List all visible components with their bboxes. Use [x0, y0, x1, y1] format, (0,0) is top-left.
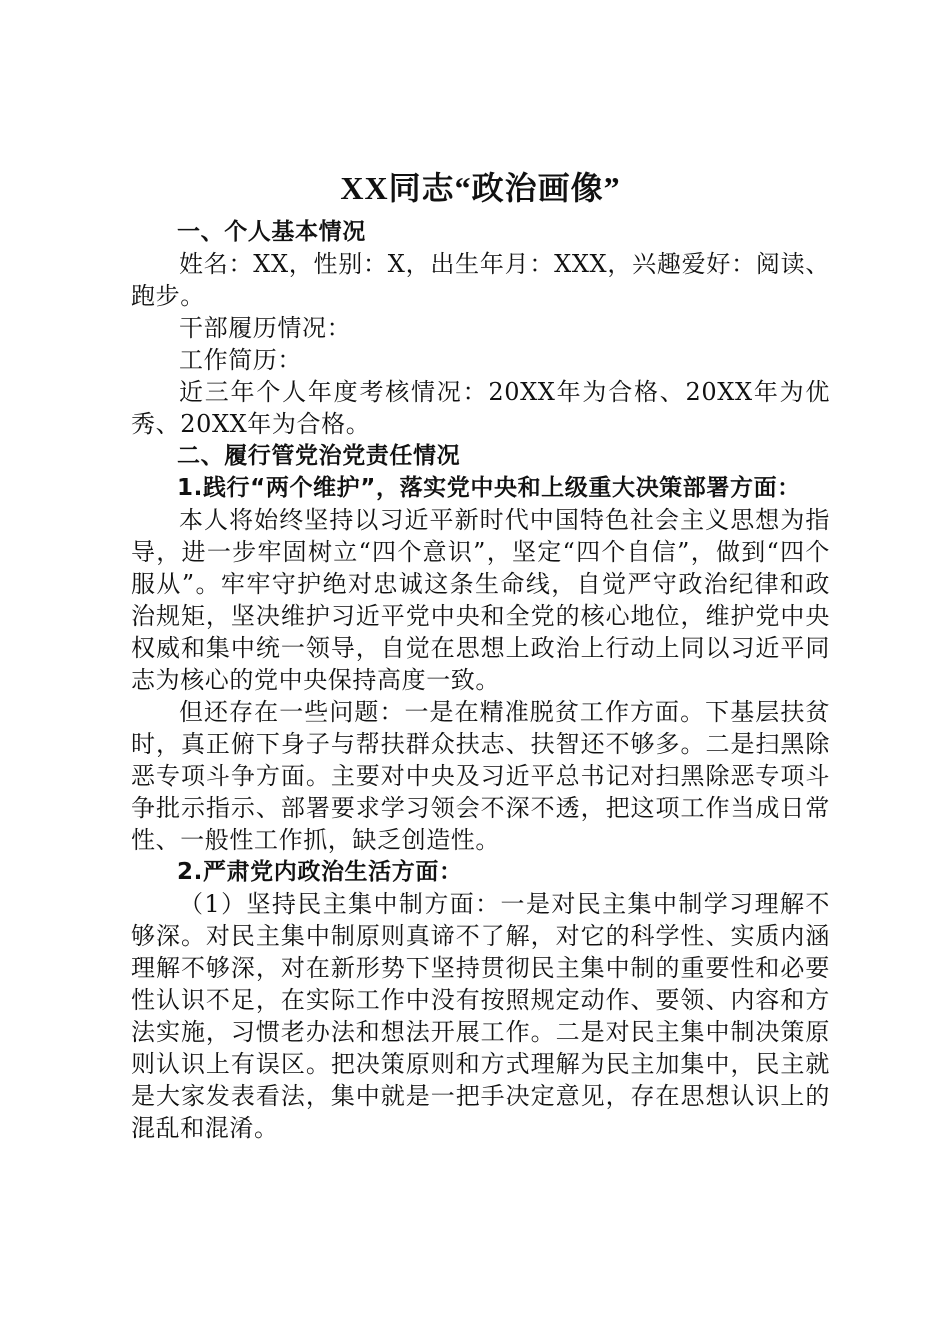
subsection1-paragraph-1: 本人将始终坚持以习近平新时代中国特色社会主义思想为指导，进一步牢固树立“四个意识”，坚定“四个自信”，做到“四个服从”。牢牢守护绝对忠诚这条生命线，自觉严守政治纪律和政治规矩，坚决维护习近平党中央和全党的核心地位，维护党中央权威和集中统一领导，自觉在思想上政治上行动上同以习近平同志为核心的党中央保持高度一致。 — [131, 506, 830, 694]
assessment-paragraph: 近三年个人年度考核情况：20XX年为合格、20XX年为优秀、20XX年为合格。 — [131, 378, 830, 438]
subsection2-paragraph-1: （1）坚持民主集中制方面：一是对民主集中制学习理解不够深。对民主集中制原则真谛不了解，对它的科学性、实质内涵理解不够深，对在新形势下坚持贯彻民主集中制的重要性和必要性认识不足，在实际工作中没有按照规定动作、要领、内容和方法实施，习惯老办法和想法开展工作。二是对民主集中制决策原则认识上有误区。把决策原则和方式理解为民主加集中，民主就是大家发表看法，集中就是一把手决定意见，存在思想认识上的混乱和混淆。 — [131, 890, 830, 1142]
document-title: XX同志“政治画像” — [340, 170, 621, 206]
document-page — [131, 166, 830, 1144]
subsection1-heading: 1.践行“两个维护”，落实党中央和上级重大决策部署方面： — [177, 475, 801, 501]
section2-heading: 二、履行管党治党责任情况 — [177, 443, 461, 469]
work-resume-paragraph: 工作简历： — [179, 346, 302, 374]
basic-info-paragraph: 姓名：XX，性别：X，出生年月：XXX，兴趣爱好：阅读、跑步。 — [131, 250, 830, 310]
cadre-history-paragraph: 干部履历情况： — [179, 314, 352, 342]
section1-heading: 一、个人基本情况 — [177, 219, 366, 245]
subsection1-paragraph-2: 但还存在一些问题：一是在精准脱贫工作方面。下基层扶贫时，真正俯下身子与帮扶群众扶志、扶智还不够多。二是扫黑除恶专项斗争方面。主要对中央及习近平总书记对扫黑除恶专项斗争批示指示、部署要求学习领会不深不透，把这项工作当成日常性、一般性工作抓，缺乏创造性。 — [131, 698, 830, 854]
subsection2-heading: 2.严肃党内政治生活方面： — [177, 859, 463, 885]
